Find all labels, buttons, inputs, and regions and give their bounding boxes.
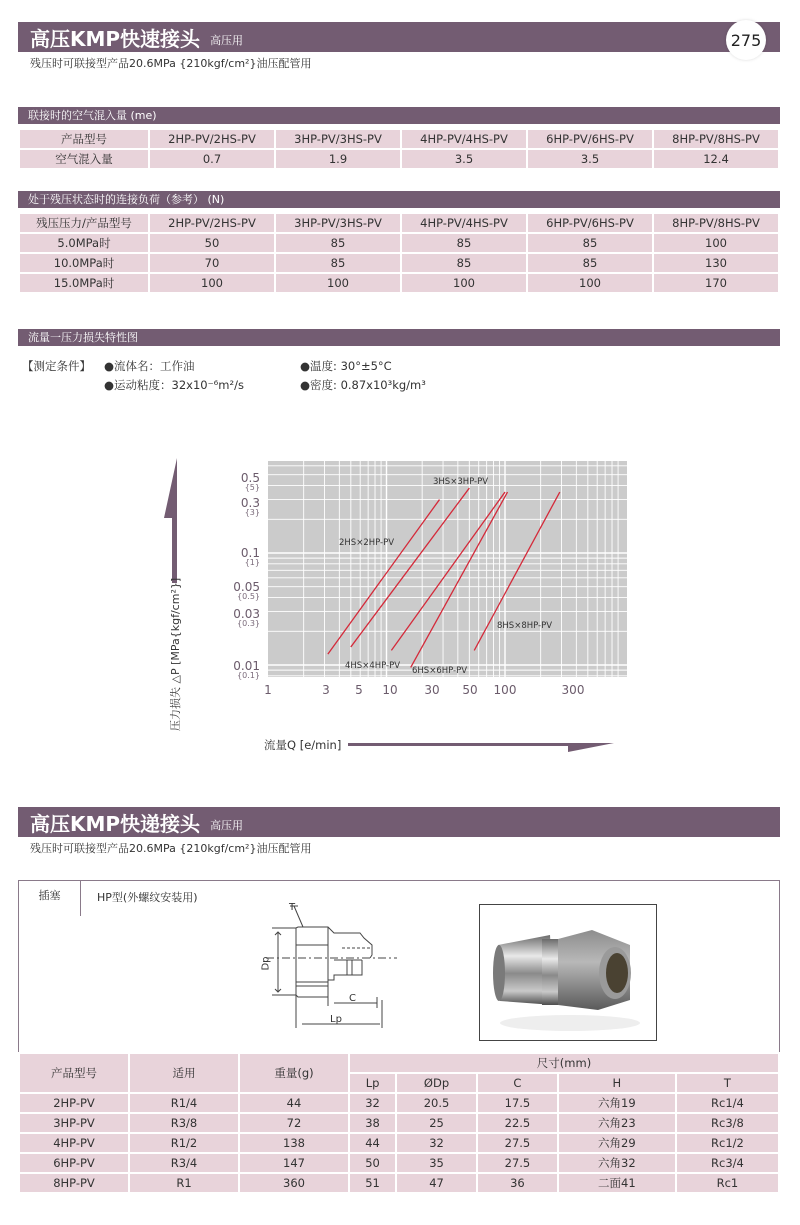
table-cell: 47 — [397, 1174, 476, 1192]
condition-temperature: ●温度: 30°±5°C — [300, 359, 392, 373]
y-tick-0.5: 0.5 {5} — [240, 471, 260, 492]
table-cell: 360 — [240, 1174, 348, 1192]
table-cell: 100 — [402, 274, 526, 292]
table-cell: 85 — [402, 234, 526, 252]
y-tick-0.01: 0.01 {0.1} — [233, 659, 260, 680]
table-cell: Rc3/4 — [677, 1154, 778, 1172]
table-header-row — [20, 1054, 778, 1072]
table-row — [20, 1174, 778, 1192]
table-cell: 3.5 — [402, 150, 526, 168]
table-cell: 2HP-PV/2HS-PV — [150, 130, 274, 148]
table-cell: 50 — [350, 1154, 395, 1172]
table-cell: 3HP-PV/3HS-PV — [276, 214, 400, 232]
x-tick-30: 30 — [424, 683, 440, 697]
table-cell: 2HP-PV — [20, 1094, 128, 1112]
table-cell: 32 — [397, 1134, 476, 1152]
product-type: HP型(外螺纹安装用) — [97, 891, 198, 904]
table-cell: 15.0MPa时 — [20, 274, 148, 292]
diagram-label-t: T — [289, 902, 296, 913]
table-cell: 二面41 — [559, 1174, 675, 1192]
table-cell: 35 — [397, 1154, 476, 1172]
table-cell: 36 — [478, 1174, 557, 1192]
table-cell: 17.5 — [478, 1094, 557, 1112]
table-cell: Rc1 — [677, 1174, 778, 1192]
x-tick-3: 3 — [322, 683, 330, 697]
table-cell: 25 — [397, 1114, 476, 1132]
x-tick-300: 300 — [561, 683, 585, 697]
table-cell: 六角29 — [559, 1134, 675, 1152]
coupling-plug-image-icon — [480, 905, 656, 1040]
table-cell: 100 — [528, 274, 652, 292]
y-tick-0.05: 0.05 {0.5} — [233, 580, 260, 601]
table-cell: 100 — [654, 234, 778, 252]
table-cell: 1.9 — [276, 150, 400, 168]
table-cell: 85 — [528, 254, 652, 272]
table-cell: 130 — [654, 254, 778, 272]
table-cell: R1 — [130, 1174, 238, 1192]
table-cell: 空气混入量 — [20, 150, 148, 168]
table-cell: 85 — [276, 234, 400, 252]
x-tick-5: 5 — [355, 683, 363, 697]
table-cell: 32 — [350, 1094, 395, 1112]
table-cell: 100 — [276, 274, 400, 292]
table-cell: Rc3/8 — [677, 1114, 778, 1132]
table-cell: 六角19 — [559, 1094, 675, 1112]
table-cell: 六角32 — [559, 1154, 675, 1172]
product-subtitle: 残压时可联接型产品20.6MPa {210kgf/cm²}油压配管用 — [30, 842, 312, 855]
x-tick-10: 10 — [382, 683, 398, 697]
x-tick-1: 1 — [264, 683, 272, 697]
y-tick-0.1: 0.1 {1} — [240, 546, 260, 567]
table-cell: R1/2 — [130, 1134, 238, 1152]
table-cell: R1/4 — [130, 1094, 238, 1112]
y-axis-label: 压力损失 △P [MPa{kgf/cm²}] — [169, 577, 182, 731]
y-tick-0.3: 0.3 {3} — [240, 496, 260, 517]
x-axis-label: 流量Q [e/min] — [264, 738, 342, 752]
table-cell: 适用 — [130, 1054, 238, 1092]
table-cell: Lp — [350, 1074, 395, 1092]
table-cell: 8HP-PV/8HS-PV — [654, 214, 778, 232]
series-label: 2HS×2HP-PV — [339, 538, 395, 548]
table-cell: T — [677, 1074, 778, 1092]
table-cell: C — [478, 1074, 557, 1092]
condition-fluid: ●流体名：工作油 — [104, 359, 195, 373]
table-cell: 38 — [350, 1114, 395, 1132]
conditions-label: 【测定条件】 — [22, 359, 91, 373]
table-cell: 27.5 — [478, 1154, 557, 1172]
table-cell: ØDp — [397, 1074, 476, 1092]
table-cell: 85 — [276, 254, 400, 272]
product-title-suffix: 高压用 — [210, 819, 244, 832]
table-cell: 50 — [150, 234, 274, 252]
page-number-badge: 275 — [726, 20, 766, 60]
table-cell: 138 — [240, 1134, 348, 1152]
page-title-suffix: 高压用 — [210, 34, 244, 47]
table-cell: 51 — [350, 1174, 395, 1192]
table-cell: 重量(g) — [240, 1054, 348, 1092]
table-cell: 产品型号 — [20, 1054, 128, 1092]
table-cell: 20.5 — [397, 1094, 476, 1112]
diagram-label-lp: Lp — [330, 1014, 342, 1025]
table-cell: 10.0MPa时 — [20, 254, 148, 272]
product-category: 插塞 — [19, 881, 81, 916]
table-cell: 5.0MPa时 — [20, 234, 148, 252]
page-title: 高压KMP快速接头 — [30, 26, 201, 51]
table-cell: 0.7 — [150, 150, 274, 168]
x-axis-arrow-icon — [348, 740, 618, 754]
table-cell: 2HP-PV/2HS-PV — [150, 214, 274, 232]
table-cell: 4HP-PV/4HS-PV — [402, 130, 526, 148]
condition-density: ●密度: 0.87x10³kg/m³ — [300, 378, 426, 392]
section-title-connection-load: 处于残压状态时的连接负荷（参考） (N) — [18, 191, 780, 208]
table-cell: 72 — [240, 1114, 348, 1132]
table-row — [20, 1114, 778, 1132]
table-cell: R3/8 — [130, 1114, 238, 1132]
table-row — [20, 1154, 778, 1172]
table-cell: 8HP-PV — [20, 1174, 128, 1192]
series-label: 6HS×6HP-PV — [412, 666, 468, 676]
table-cell: 147 — [240, 1154, 348, 1172]
table-cell: 6HP-PV/6HS-PV — [528, 214, 652, 232]
table-cell: Rc1/4 — [677, 1094, 778, 1112]
table-cell: 8HP-PV/8HS-PV — [654, 130, 778, 148]
table-cell: 6HP-PV/6HS-PV — [528, 130, 652, 148]
section-title-air-mixing: 联接时的空气混入量 (me) — [18, 107, 780, 124]
section-title-flow-chart: 流量一压力损失特性图 — [18, 329, 780, 346]
table-cell: 70 — [150, 254, 274, 272]
table-row — [20, 1094, 778, 1112]
table-cell: 12.4 — [654, 150, 778, 168]
table-cell: Rc1/2 — [677, 1134, 778, 1152]
table-cell: 4HP-PV — [20, 1134, 128, 1152]
table-cell: R3/4 — [130, 1154, 238, 1172]
series-label: 8HS×8HP-PV — [497, 621, 553, 631]
condition-viscosity: ●运动粘度：32x10⁻⁶m²/s — [104, 378, 244, 392]
table-cell: 85 — [402, 254, 526, 272]
y-tick-0.03: 0.03 {0.3} — [233, 607, 260, 628]
table-cell: 残压压力/产品型号 — [20, 214, 148, 232]
table-cell: 170 — [654, 274, 778, 292]
series-label: 3HS×3HP-PV — [433, 477, 489, 487]
table-cell: 3.5 — [528, 150, 652, 168]
table-cell: 4HP-PV/4HS-PV — [402, 214, 526, 232]
table-cell: H — [559, 1074, 675, 1092]
diagram-label-c: C — [349, 993, 356, 1004]
table-row — [20, 1134, 778, 1152]
x-tick-100: 100 — [493, 683, 517, 697]
table-cell: 44 — [240, 1094, 348, 1112]
page-subtitle: 残压时可联接型产品20.6MPa {210kgf/cm²}油压配管用 — [30, 57, 312, 70]
table-cell: 100 — [150, 274, 274, 292]
table-cell: 3HP-PV/3HS-PV — [276, 130, 400, 148]
product-title-bar — [18, 807, 780, 837]
table-cell: 85 — [528, 234, 652, 252]
table-cell: 6HP-PV — [20, 1154, 128, 1172]
table-cell: 产品型号 — [20, 130, 148, 148]
table-cell: 22.5 — [478, 1114, 557, 1132]
table-cell: 3HP-PV — [20, 1114, 128, 1132]
diagram-label-dp: Dp — [260, 956, 272, 971]
series-label: 4HS×4HP-PV — [345, 661, 401, 671]
spec-table — [18, 1052, 780, 1194]
product-photo — [479, 904, 657, 1041]
table-cell: 44 — [350, 1134, 395, 1152]
table-cell: 27.5 — [478, 1134, 557, 1152]
table-cell: 六角23 — [559, 1114, 675, 1132]
table-cell: 尺寸(mm) — [350, 1054, 778, 1072]
x-tick-50: 50 — [462, 683, 478, 697]
product-title: 高压KMP快递接头 — [30, 811, 201, 836]
